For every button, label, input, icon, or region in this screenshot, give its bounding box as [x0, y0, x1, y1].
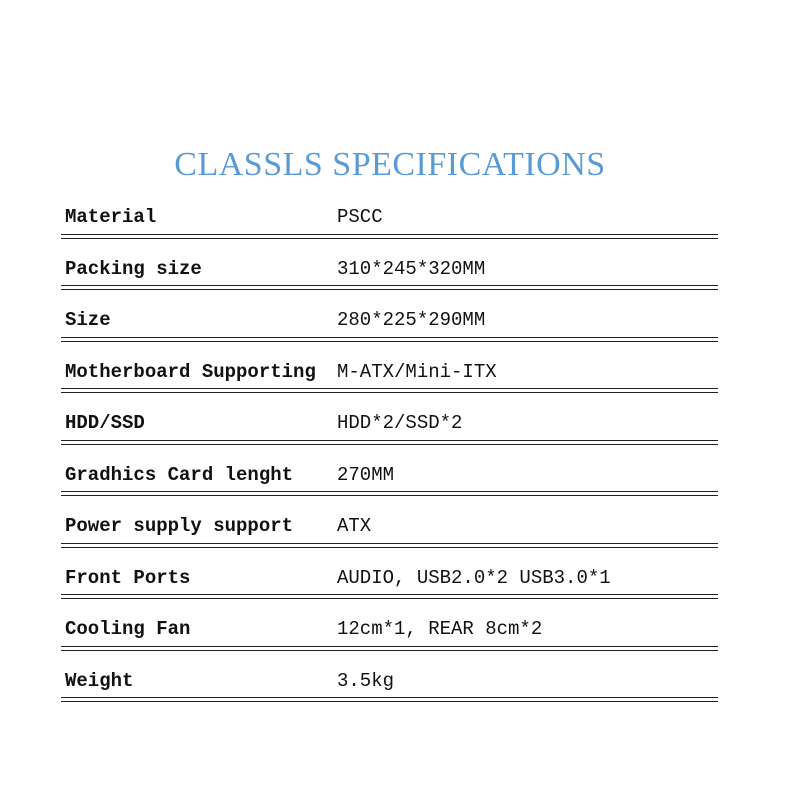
row-divider — [61, 337, 718, 342]
spec-row-packing-size — [61, 243, 718, 295]
row-divider — [61, 543, 718, 548]
spec-label: HDD/SSD — [65, 412, 145, 434]
row-divider — [61, 594, 718, 599]
spec-value: PSCC — [337, 206, 383, 228]
spec-row-cooling-fan — [61, 603, 718, 655]
spec-row-size — [61, 294, 718, 346]
spec-value: 3.5kg — [337, 669, 395, 692]
row-divider — [61, 388, 718, 393]
row-divider — [61, 285, 718, 290]
spec-value: 270MM — [337, 463, 395, 486]
spec-value: M-ATX/Mini-ITX — [337, 360, 497, 383]
spec-table — [61, 191, 718, 706]
spec-row-material — [61, 191, 718, 243]
spec-label: Motherboard Supporting — [65, 360, 316, 383]
spec-row-weight — [61, 655, 718, 707]
page-title: CLASSLS SPECIFICATIONS — [174, 146, 606, 183]
spec-label: Front Ports — [65, 566, 191, 589]
row-divider — [61, 697, 718, 702]
spec-label: Weight — [65, 669, 134, 692]
spec-value: HDD*2/SSD*2 — [337, 412, 463, 434]
spec-label: Material — [65, 206, 157, 228]
spec-value: AUDIO, USB2.0*2 USB3.0*1 — [337, 566, 611, 589]
row-divider — [61, 646, 718, 651]
spec-label: Gradhics Card lenght — [65, 463, 294, 486]
spec-value: 280*225*290MM — [337, 309, 486, 331]
spec-label: Packing size — [65, 257, 202, 280]
spec-value: ATX — [337, 515, 372, 537]
spec-value: 310*245*320MM — [337, 257, 486, 280]
row-divider — [61, 440, 718, 445]
spec-row-power-supply — [61, 500, 718, 552]
spec-value: 12cm*1, REAR 8cm*2 — [337, 618, 543, 640]
spec-row-front-ports — [61, 552, 718, 604]
row-divider — [61, 234, 718, 239]
spec-row-motherboard — [61, 346, 718, 398]
spec-label: Cooling Fan — [65, 618, 191, 640]
spec-row-hdd-ssd — [61, 397, 718, 449]
spec-row-graphics-card — [61, 449, 718, 501]
spec-label: Size — [65, 309, 111, 331]
spec-label: Power supply support — [65, 515, 294, 537]
row-divider — [61, 491, 718, 496]
